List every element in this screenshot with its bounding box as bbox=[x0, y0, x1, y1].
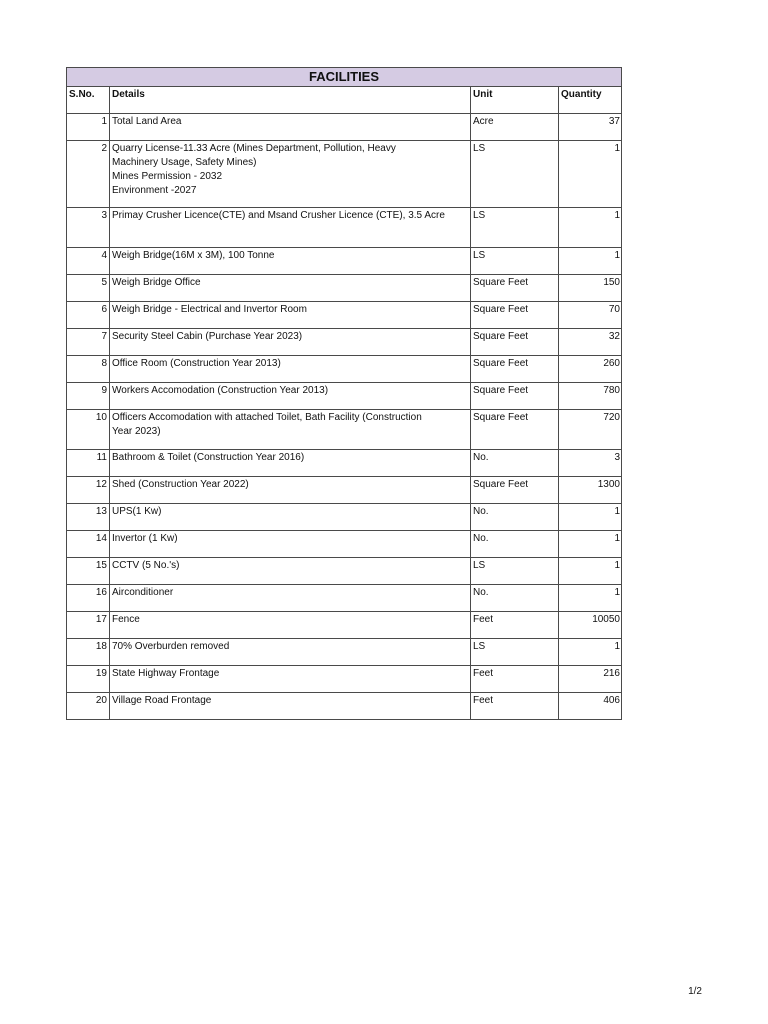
cell-details bbox=[110, 558, 471, 585]
table-row bbox=[67, 329, 622, 356]
table-row bbox=[67, 504, 622, 531]
cell-unit: Feet bbox=[471, 612, 559, 639]
cell-sno: 4 bbox=[67, 248, 110, 275]
details-line: Airconditioner bbox=[112, 587, 174, 598]
details-line: Officers Accomodation with attached Toilet, Bath Facility (Construction bbox=[112, 412, 422, 423]
cell-sno: 9 bbox=[67, 383, 110, 410]
cell-quantity: 150 bbox=[559, 275, 622, 302]
details-line: Total Land Area bbox=[112, 116, 182, 127]
table-row bbox=[67, 639, 622, 666]
page-number: 1/2 bbox=[688, 986, 702, 997]
cell-quantity: 216 bbox=[559, 666, 622, 693]
cell-details bbox=[110, 248, 471, 275]
table-row bbox=[67, 114, 622, 141]
table-row bbox=[67, 531, 622, 558]
column-header-quantity: Quantity bbox=[559, 87, 622, 114]
table-title: FACILITIES bbox=[67, 68, 622, 87]
cell-unit: LS bbox=[471, 208, 559, 248]
cell-unit: No. bbox=[471, 585, 559, 612]
column-header-details: Details bbox=[110, 87, 471, 114]
cell-quantity: 37 bbox=[559, 114, 622, 141]
table-row bbox=[67, 356, 622, 383]
cell-details bbox=[110, 612, 471, 639]
details-line: Year 2023) bbox=[112, 426, 161, 437]
table-row bbox=[67, 450, 622, 477]
details-line: Bathroom & Toilet (Construction Year 2016) bbox=[112, 452, 305, 463]
cell-unit: Feet bbox=[471, 693, 559, 720]
cell-sno: 11 bbox=[67, 450, 110, 477]
column-header-unit: Unit bbox=[471, 87, 559, 114]
cell-sno: 18 bbox=[67, 639, 110, 666]
cell-details bbox=[110, 450, 471, 477]
details-line: UPS(1 Kw) bbox=[112, 506, 162, 517]
cell-sno: 17 bbox=[67, 612, 110, 639]
table-row bbox=[67, 693, 622, 720]
details-line: Quarry License-11.33 Acre (Mines Department, Pollution, Heavy bbox=[112, 143, 396, 154]
cell-quantity: 1 bbox=[559, 531, 622, 558]
table-row bbox=[67, 612, 622, 639]
cell-quantity: 1 bbox=[559, 248, 622, 275]
cell-sno: 6 bbox=[67, 302, 110, 329]
cell-unit: Square Feet bbox=[471, 356, 559, 383]
table-row bbox=[67, 666, 622, 693]
cell-details bbox=[110, 329, 471, 356]
details-line: Security Steel Cabin (Purchase Year 2023) bbox=[112, 331, 303, 342]
details-line: Office Room (Construction Year 2013) bbox=[112, 358, 281, 369]
cell-quantity: 260 bbox=[559, 356, 622, 383]
details-line: Shed (Construction Year 2022) bbox=[112, 479, 249, 490]
table-row bbox=[67, 141, 622, 208]
cell-unit: Acre bbox=[471, 114, 559, 141]
cell-details bbox=[110, 356, 471, 383]
cell-unit: No. bbox=[471, 504, 559, 531]
cell-details bbox=[110, 114, 471, 141]
cell-details bbox=[110, 477, 471, 504]
details-line: 70% Overburden removed bbox=[112, 641, 230, 652]
cell-unit: LS bbox=[471, 248, 559, 275]
details-line: Mines Permission - 2032 bbox=[112, 171, 223, 182]
cell-details bbox=[110, 141, 471, 208]
cell-details bbox=[110, 693, 471, 720]
cell-sno: 19 bbox=[67, 666, 110, 693]
cell-quantity: 720 bbox=[559, 410, 622, 450]
cell-details bbox=[110, 504, 471, 531]
cell-quantity: 1300 bbox=[559, 477, 622, 504]
table-row bbox=[67, 208, 622, 248]
details-line: Weigh Bridge Office bbox=[112, 277, 201, 288]
details-line: Invertor (1 Kw) bbox=[112, 533, 178, 544]
cell-sno: 3 bbox=[67, 208, 110, 248]
cell-quantity: 780 bbox=[559, 383, 622, 410]
details-line: Workers Accomodation (Construction Year 2013) bbox=[112, 385, 329, 396]
cell-quantity: 3 bbox=[559, 450, 622, 477]
cell-sno: 13 bbox=[67, 504, 110, 531]
cell-sno: 1 bbox=[67, 114, 110, 141]
facilities-table bbox=[66, 67, 622, 720]
cell-unit: Square Feet bbox=[471, 477, 559, 504]
table-body bbox=[67, 114, 622, 720]
cell-quantity: 1 bbox=[559, 558, 622, 585]
cell-unit: LS bbox=[471, 639, 559, 666]
cell-sno: 15 bbox=[67, 558, 110, 585]
cell-unit: Square Feet bbox=[471, 410, 559, 450]
table-row bbox=[67, 558, 622, 585]
cell-quantity: 1 bbox=[559, 585, 622, 612]
table-row bbox=[67, 275, 622, 302]
cell-details bbox=[110, 302, 471, 329]
cell-quantity: 70 bbox=[559, 302, 622, 329]
details-line: Machinery Usage, Safety Mines) bbox=[112, 157, 257, 168]
cell-quantity: 32 bbox=[559, 329, 622, 356]
cell-quantity: 406 bbox=[559, 693, 622, 720]
cell-unit: LS bbox=[471, 141, 559, 208]
cell-quantity: 10050 bbox=[559, 612, 622, 639]
table-row bbox=[67, 248, 622, 275]
cell-details bbox=[110, 410, 471, 450]
cell-quantity: 1 bbox=[559, 208, 622, 248]
cell-sno: 5 bbox=[67, 275, 110, 302]
cell-details bbox=[110, 639, 471, 666]
table-row bbox=[67, 410, 622, 450]
cell-details bbox=[110, 208, 471, 248]
details-line: Environment -2027 bbox=[112, 185, 197, 196]
cell-sno: 16 bbox=[67, 585, 110, 612]
cell-details bbox=[110, 585, 471, 612]
cell-details bbox=[110, 383, 471, 410]
cell-unit: Feet bbox=[471, 666, 559, 693]
cell-details bbox=[110, 275, 471, 302]
cell-sno: 14 bbox=[67, 531, 110, 558]
table-row bbox=[67, 302, 622, 329]
cell-quantity: 1 bbox=[559, 504, 622, 531]
cell-unit: Square Feet bbox=[471, 383, 559, 410]
table-row bbox=[67, 585, 622, 612]
cell-sno: 12 bbox=[67, 477, 110, 504]
cell-sno: 20 bbox=[67, 693, 110, 720]
details-line: Weigh Bridge - Electrical and Invertor Room bbox=[112, 304, 307, 315]
cell-details bbox=[110, 666, 471, 693]
details-line: Primay Crusher Licence(CTE) and Msand Crusher Licence (CTE), 3.5 Acre bbox=[112, 210, 445, 221]
cell-sno: 7 bbox=[67, 329, 110, 356]
details-line: State Highway Frontage bbox=[112, 668, 220, 679]
cell-quantity: 1 bbox=[559, 639, 622, 666]
cell-sno: 8 bbox=[67, 356, 110, 383]
cell-quantity: 1 bbox=[559, 141, 622, 208]
cell-sno: 2 bbox=[67, 141, 110, 208]
cell-unit: Square Feet bbox=[471, 302, 559, 329]
cell-unit: No. bbox=[471, 531, 559, 558]
cell-unit: Square Feet bbox=[471, 275, 559, 302]
cell-unit: No. bbox=[471, 450, 559, 477]
column-header-sno: S.No. bbox=[67, 87, 110, 114]
details-line: Village Road Frontage bbox=[112, 695, 212, 706]
cell-sno: 10 bbox=[67, 410, 110, 450]
cell-unit: Square Feet bbox=[471, 329, 559, 356]
details-line: Weigh Bridge(16M x 3M), 100 Tonne bbox=[112, 250, 275, 261]
cell-unit: LS bbox=[471, 558, 559, 585]
details-line: Fence bbox=[112, 614, 140, 625]
table-row bbox=[67, 383, 622, 410]
header-row bbox=[67, 87, 622, 114]
table-row bbox=[67, 477, 622, 504]
details-line: CCTV (5 No.'s) bbox=[112, 560, 180, 571]
cell-details bbox=[110, 531, 471, 558]
